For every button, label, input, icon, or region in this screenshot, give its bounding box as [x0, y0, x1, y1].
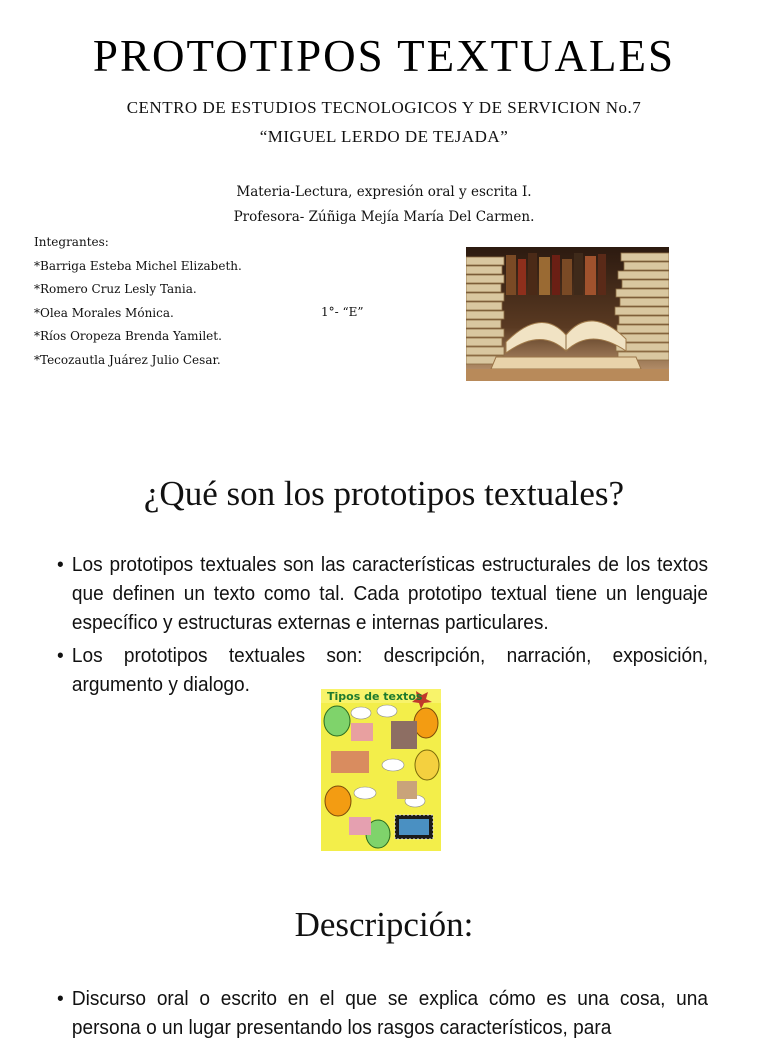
bullet-item: • Los prototipos textuales son las características estructurales de los textos que definen un texto como tal. Cada prototipo textual tiene un lenguaje específico y estructuras externas e internas particulares.	[57, 550, 708, 637]
members-label: Integrantes:	[34, 235, 109, 249]
bullet-dot-icon: •	[57, 553, 64, 576]
subject-line: Materia-Lectura, expresión oral y escrita I.	[236, 184, 532, 200]
bullet-item: • Los prototipos textuales son: descripción, narración, exposición, argumento y dialogo.	[57, 641, 708, 699]
section-heading-description: Descripción:	[294, 905, 474, 944]
section-heading-prototypes: ¿Qué son los prototipos textuales?	[143, 474, 625, 513]
school-subname: “MIGUEL LERDO DE TEJADA”	[259, 127, 509, 146]
bullet-dot-icon: •	[57, 987, 64, 1010]
member-item: *Olea Morales Mónica.	[34, 306, 174, 320]
text-types-poster	[321, 689, 441, 851]
school-name: CENTRO DE ESTUDIOS TECNOLOGICOS Y DE SERVICION No.7	[126, 98, 642, 117]
teacher-line: Profesora- Zúñiga Mejía María Del Carmen.	[233, 209, 535, 225]
member-item: *Ríos Oropeza Brenda Yamilet.	[34, 329, 222, 343]
bullet-dot-icon: •	[57, 644, 64, 667]
member-item: *Barriga Esteba Michel Elizabeth.	[34, 259, 242, 273]
bullet-item: • Discurso oral o escrito en el que se explica cómo es una cosa, una persona o un lugar presentando los rasgos característicos, para	[57, 984, 708, 1042]
page-title: PROTOTIPOS TEXTUALES	[92, 31, 676, 81]
group-label: 1°- “E”	[321, 305, 364, 319]
member-item: *Romero Cruz Lesly Tania.	[34, 282, 197, 296]
poster-title: Tipos de textos	[327, 690, 423, 703]
books-photo	[466, 247, 669, 381]
member-item: *Tecozautla Juárez Julio Cesar.	[34, 353, 221, 367]
